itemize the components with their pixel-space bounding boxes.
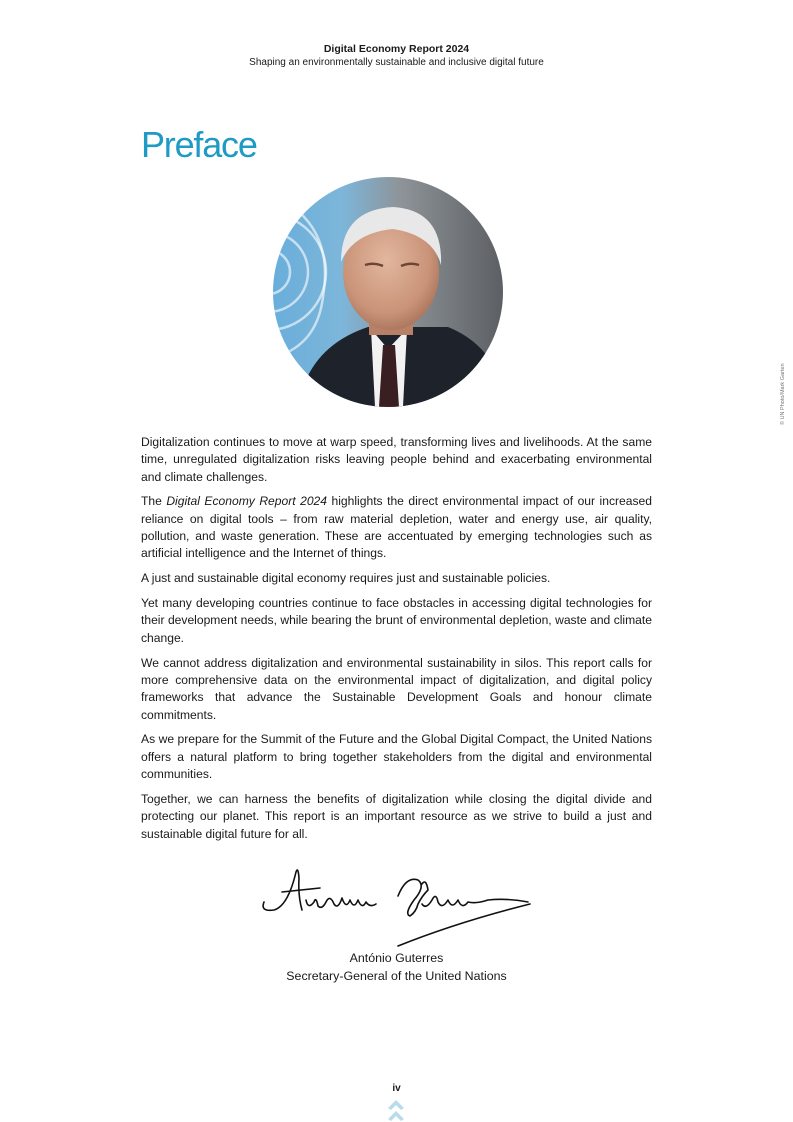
portrait-photo (273, 177, 503, 407)
report-subtitle: Shaping an environmentally sustainable and inclusive digital future (249, 57, 544, 68)
page-number: iv (392, 1083, 401, 1094)
signature (258, 866, 536, 952)
paragraph: Together, we can harness the benefits of digitalization while closing the digital divide and protecting our planet. This report is an important resource as we strive to build a just and sustainable digital future for all. (141, 791, 652, 841)
preface-body (141, 434, 652, 850)
page-title: Preface (141, 124, 257, 165)
running-header (0, 42, 793, 70)
paragraph: Digitalization continues to move at warp speed, transforming lives and livelihoods. At the same time, unregulated digitalization risks leaving people behind and exacerbating environmental and climate challenges. (141, 435, 652, 484)
photo-credit: © UN Photo/Mark Garten (780, 363, 786, 425)
double-chevron-up-icon[interactable] (386, 1097, 406, 1122)
report-name: Digital Economy Report 2024 (166, 494, 328, 509)
paragraph: As we prepare for the Summit of the Future and the Global Digital Compact, the United Nations offers a natural platform to bring together stakeholders from the digital and environmental communities. (141, 732, 652, 782)
paragraph: A just and sustainable digital economy requires just and sustainable policies. (141, 571, 551, 586)
signatory-title: Secretary-General of the United Nations (286, 968, 507, 983)
paragraph: The Digital Economy Report 2024 highlights the direct environmental impact of our increased reliance on digital tools – from raw material depletion, water and energy use, air quality, pollution, and waste generation. These are accentuated by emerging technologies such as artificial intelligence and the Internet of things. (141, 494, 652, 561)
sign-off (0, 950, 793, 985)
report-title: Digital Economy Report 2024 (323, 43, 470, 55)
signatory-name: António Guterres (349, 951, 444, 965)
paragraph: Yet many developing countries continue to face obstacles in accessing digital technologies for their development needs, while bearing the brunt of environmental depletion, waste and climate change. (141, 596, 652, 645)
paragraph: We cannot address digitalization and environmental sustainability in silos. This report calls for more comprehensive data on the environmental impact of digitalization, and digital policy frameworks that advance the Sustainable Development Goals and honour climate commitments. (141, 655, 652, 722)
